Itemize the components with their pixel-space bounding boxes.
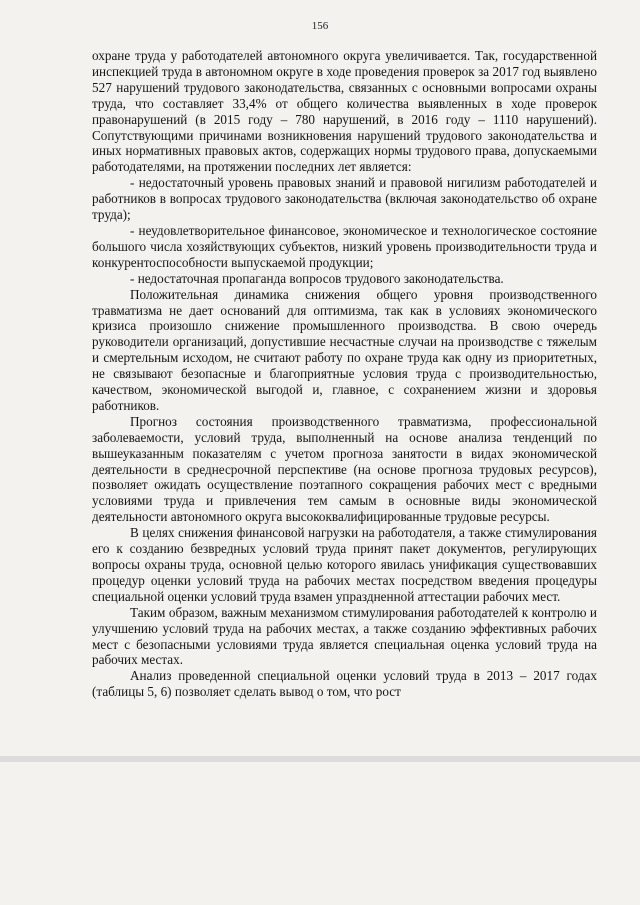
list-item-propaganda: - недостаточная пропаганда вопросов трудового законодательства.	[130, 270, 504, 286]
page-number: 156	[311, 20, 329, 32]
list-item-legal-knowledge: - недостаточный уровень правовых знаний и правовой нигилизм работодателей и работников в вопросах трудового законодательства (включая законодательство об охране труда);	[92, 175, 597, 223]
paragraph-continuation: охране труда у работодателей автономного округа увеличивается. Так, государственной инспекцией труда в автономном округе в ходе проведения проверок за 2017 год выявлено 527 нарушений трудового законодательства, связанных с основными вопросами охраны труда, что составляет 33,4% от общего количества выявленных в ходе проверок правонарушений (в 2015 году – 780 нарушений, в 2016 году – 1110 нарушений). Сопутствующими причинами возникновения нарушений трудового законодательства и иных нормативных правовых актов, содержащих нормы трудового права, допускаемыми работодателями, на протяжении последних лет является:	[92, 48, 597, 175]
paragraph-analysis: Анализ проведенной специальной оценки условий труда в 2013 – 2017 годах (таблицы 5, 6) позволяет сделать вывод о том, что рост	[92, 668, 597, 700]
list-item-financial-state: - неудовлетворительное финансовое, экономическое и технологическое состояние большого числа хозяйствующих субъектов, низкий уровень производительности труда и конкурентоспособности выпускаемой продукции;	[92, 222, 597, 270]
body-text	[92, 48, 597, 700]
page-edge-band	[0, 756, 640, 762]
paragraph-financial-burden: В целях снижения финансовой нагрузки на работодателя, а также стимулирования его к созданию безвредных условий труда принят пакет документов, регулирующих вопросы охраны труда, основной целью которого явилась унификация существовавших процедур оценки условий труда на рабочих местах посредством введения процедуры специальной оценки условий труда взамен упраздненной аттестации рабочих мест.	[92, 525, 597, 604]
paragraph-dynamics: Положительная динамика снижения общего уровня производственного травматизма не дает оснований для оптимизма, так как в условиях экономического кризиса произошло снижение промышленного производства. В свою очередь руководители организаций, допустившие несчастные случаи на производстве с тяжелым и смертельным исходом, не считают работу по охране труда как одну из приоритетных, не связывают безопасные и благоприятные условия труда с производительностью, качеством, экономической выгодой и, главное, с сохранением жизни и здоровья работников.	[92, 286, 597, 413]
paragraph-forecast: Прогноз состояния производственного травматизма, профессиональной заболеваемости, условий труда, выполненный на основе анализа тенденций по вышеуказанным показателям с учетом прогноза занятости в видах экономической деятельности в среднесрочной перспективе (на основе прогноза трудовых ресурсов), позволяет ожидать осуществление поэтапного сокращения рабочих мест с вредными условиями труда и привлечения тем самым в основные виды экономической деятельности автономного округа высококвалифицированные трудовые ресурсы.	[92, 413, 597, 525]
paragraph-mechanism: Таким образом, важным механизмом стимулирования работодателей к контролю и улучшению условий труда на рабочих местах, а также созданию эффективных рабочих мест с безопасными условиями труда является специальная оценка условий труда на рабочих местах.	[92, 604, 597, 668]
